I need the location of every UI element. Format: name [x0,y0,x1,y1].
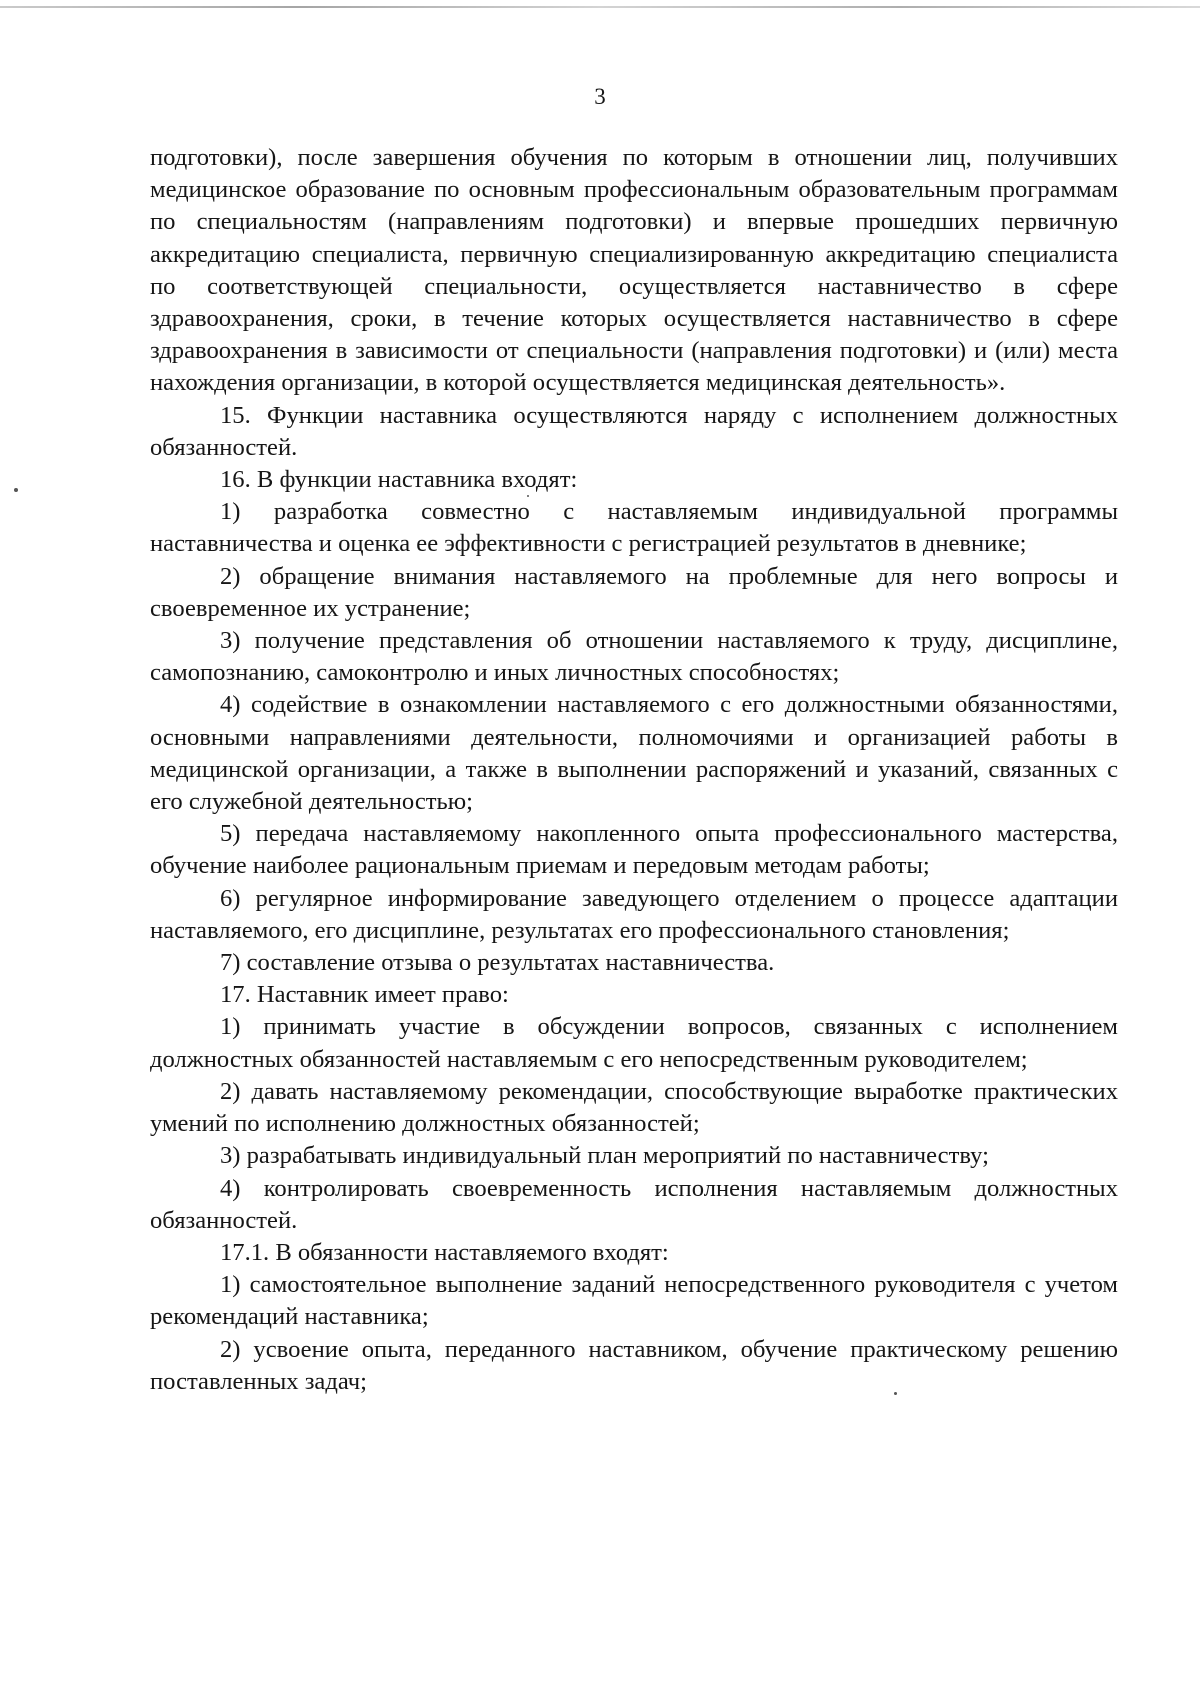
paragraph-17-item-2: 2) давать наставляемому рекомендации, способствующие выработке практических умений по исполнению должностных обязанностей; [150,1077,1118,1138]
paragraph-17-item-3: 3) разрабатывать индивидуальный план мероприятий по наставничеству; [220,1142,989,1170]
paragraph-17-1-item-2: 2) усвоение опыта, переданного наставником, обучение практическому решению поставленных задач; [150,1335,1118,1395]
paragraph-16-item-1: 1) разработка совместно с наставляемым индивидуальной программы наставничества и оценка ее эффективности с регистрацией результатов в дневнике; [150,498,1118,558]
scan-speck [14,488,18,492]
page-number: 3 [594,84,606,109]
scan-speck [894,1392,897,1395]
paragraph-16-item-3: 3) получение представления об отношении наставляемого к труду, дисциплине, самопознанию, самоконтролю и иных личностных способностях; [150,627,1118,687]
paragraph-16: 16. В функции наставника входят: [220,466,578,494]
paragraph-16-item-5: 5) передача наставляемому накопленного опыта профессионального мастерства, обучение наиболее рациональным приемам и передовым методам работы; [150,820,1118,880]
paragraph-17: 17. Наставник имеет право: [220,981,509,1009]
scan-top-edge [0,6,1200,8]
paragraph-17-1-item-1: 1) самостоятельное выполнение заданий непосредственного руководителя с учетом рекомендаций наставника; [150,1271,1118,1331]
scan-speck [527,495,529,497]
paragraph-16-item-6: 6) регулярное информирование заведующего отделением о процессе адаптации наставляемого, его дисциплине, результатах его профессионального становления; [150,884,1118,944]
paragraph-continuation: подготовки), после завершения обучения по которым в отношении лиц, получивших медицинское образование по основным профессиональным образовательным программам по специальностям (направлениям подготовки) и впервые прошедших первичную аккредитацию специалиста, первичную специализированную аккредитацию специалиста по соответствующей специальности, осуществляется наставничество в сфере здравоохранения, сроки, в течение которых осуществляется наставничество в сфере здравоохранения в зависимости от специальности (направления подготовки) и (или) места нахождения организации, в которой осуществляется медицинская деятельность». [150,144,1118,397]
paragraph-17-item-1: 1) принимать участие в обсуждении вопросов, связанных с исполнением должностных обязанностей наставляемым с его непосредственным руководителем; [150,1013,1118,1073]
paragraph-16-item-4: 4) содействие в ознакомлении наставляемого с его должностными обязанностями, основными направлениями деятельности, полномочиями и организацией работы в медицинской организации, а также в выполнении распоряжений и указаний, связанных с его служебной деятельностью; [150,691,1118,816]
paragraph-16-item-2: 2) обращение внимания наставляемого на проблемные для него вопросы и своевременное их устранение; [150,562,1118,622]
paragraph-15: 15. Функции наставника осуществляются наряду с исполнением должностных обязанностей. [150,401,1118,461]
paragraph-17-1: 17.1. В обязанности наставляемого входят: [220,1238,669,1266]
document-body [150,142,1118,1398]
paragraph-16-item-7: 7) составление отзыва о результатах наставничества. [220,949,775,977]
paragraph-17-item-4: 4) контролировать своевременность исполнения наставляемым должностных обязанностей. [150,1174,1118,1234]
